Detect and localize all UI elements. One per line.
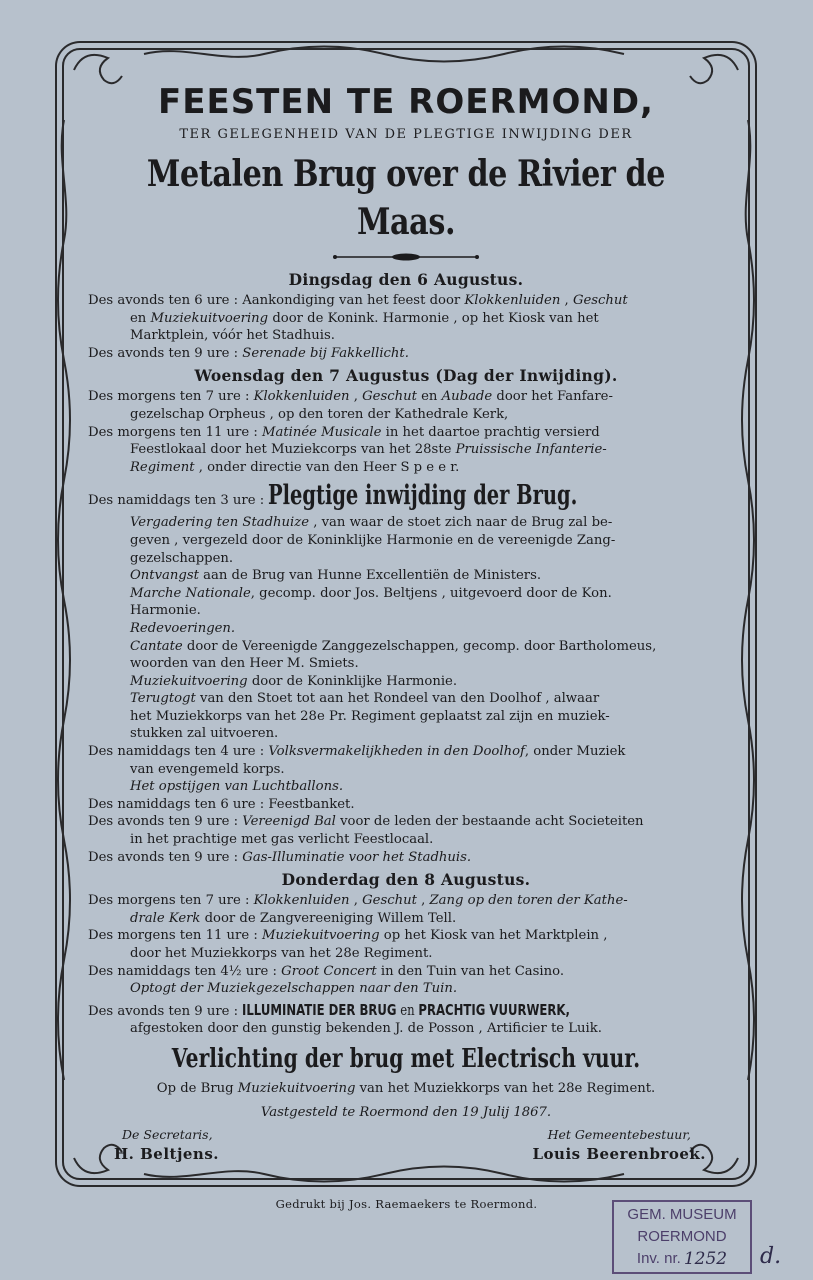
event-line: Des morgens ten 11 ure : Matinée Musicale in het daartoe prachtig versierd: [88, 424, 600, 440]
event-line: Des morgens ten 7 ure : Klokkenluiden , Geschut , Zang op den toren der Kathe-: [88, 893, 628, 909]
event-line: gezelschap Orpheus , op den toren der Kathedrale Kerk,: [130, 406, 509, 422]
illumination-caps: ILLUMINATIE DER BRUG en PRACHTIG VUURWERK,: [242, 1000, 571, 1019]
stamp-line: GEM. MUSEUM: [627, 1206, 737, 1223]
poster-content: [88, 78, 724, 1165]
event-line: en Muziekuitvoering door de Konink. Harmonie , op het Kiosk van het: [130, 310, 599, 326]
decorative-divider: [331, 252, 481, 262]
event-line: Feestlokaal door het Muziekcorps van het 28ste Pruissische Infanterie-: [130, 442, 607, 458]
inventory-suffix: d.: [760, 1244, 782, 1269]
event-line: Des avonds ten 9 ure : Gas-Illuminatie voor het Stadhuis.: [88, 849, 472, 865]
event-line-fireworks: Des avonds ten 9 ure : ILLUMINATIE DER BRUG en PRACHTIG VUURWERK,: [88, 1000, 571, 1019]
event-line: Redevoeringen.: [130, 620, 236, 636]
event-line: Des namiddags ten 4 ure : Volksvermakelijkheden in den Doolhof, onder Muziek: [88, 744, 626, 760]
event-line: Des avonds ten 6 ure : Aankondiging van het feest door Klokkenluiden , Geschut: [88, 293, 628, 308]
event-line: afgestoken door den gunstig bekenden J. de Posson , Artificier te Luik.: [130, 1021, 602, 1037]
event-line: in het prachtige met gas verlicht Feestlocaal.: [130, 832, 434, 848]
event-line: Het opstijgen van Luchtballons.: [130, 779, 344, 795]
dated-line: Vastgesteld te Roermond den 19 Julij 1867.: [260, 1104, 552, 1120]
inauguration-headline: Plegtige inwijding der Brug.: [268, 480, 578, 512]
poster-title: FEESTEN TE ROERMOND,: [158, 82, 654, 122]
day-heading-tuesday: Dingsdag den 6 Augustus.: [288, 270, 524, 289]
event-line: Cantate door de Vereenigde Zanggezelschappen, gecomp. door Bartholomeus,: [130, 638, 657, 654]
event-line: woorden van den Heer M. Smiets.: [130, 656, 359, 672]
event-line: Des namiddags ten 6 ure : Feestbanket.: [88, 796, 355, 812]
event-line: Harmonie.: [130, 603, 201, 619]
event-line-inauguration: Des namiddags ten 3 ure : Plegtige inwijding der Brug.: [88, 480, 578, 512]
electric-light-headline: Verlichting der brug met Electrisch vuur.: [171, 1043, 641, 1074]
event-line: Op de Brug Muziekuitvoering van het Muziekkorps van het 28e Regiment.: [156, 1080, 656, 1096]
day-heading-wednesday: Woensdag den 7 Augustus (Dag der Inwijding).: [194, 366, 618, 386]
event-line: Des avonds ten 9 ure : Serenade bij Fakkellicht.: [88, 345, 409, 361]
inventory-label: Inv. nr.: [636, 1250, 681, 1267]
event-line: Marche Nationale, gecomp. door Jos. Beltjens , uitgevoerd door de Kon.: [130, 585, 612, 601]
museum-stamp: [612, 1200, 752, 1274]
event-line: door het Muziekkorps van het 28e Regiment.: [130, 946, 433, 961]
event-line: Terugtogt van den Stoet tot aan het Rondeel van den Doolhof , alwaar: [130, 691, 600, 707]
event-line: Des morgens ten 7 ure : Klokkenluiden , Geschut en Aubade door het Fanfare-: [88, 389, 613, 405]
event-line: Regiment , onder directie van den Heer S p e e r.: [130, 459, 460, 475]
event-line: Marktplein, vóór het Stadhuis.: [130, 328, 335, 344]
signature-name: Louis Beerenbroek.: [532, 1145, 706, 1164]
event-line: Muziekuitvoering door de Koninklijke Harmonie.: [130, 673, 458, 689]
event-line: Ontvangst aan de Brug van Hunne Excellentiën de Ministers.: [130, 568, 542, 584]
printer-imprint: Gedrukt bij Jos. Raemaekers te Roermond.: [275, 1197, 538, 1211]
event-line: stukken zal uitvoeren.: [130, 726, 279, 742]
signature-role: De Secretaris,: [122, 1127, 213, 1143]
signature-role: Het Gemeentebestuur,: [547, 1127, 691, 1143]
signatures: [88, 1127, 724, 1165]
poster-subtitle: TER GELEGENHEID VAN DE PLEGTIGE INWIJDING DER: [179, 127, 633, 142]
event-line: het Muziekkorps van het 28e Pr. Regiment geplaatst zal zijn en muziek-: [130, 708, 610, 724]
event-line: Des avonds ten 9 ure : Vereenigd Bal voor de leden der bestaande acht Societeiten: [88, 814, 644, 830]
event-line: drale Kerk door de Zangvereeniging Willem Tell.: [130, 910, 457, 926]
stamp-line: ROERMOND: [637, 1228, 727, 1245]
stamp-inventory: [614, 1248, 750, 1270]
event-line: Optogt der Muziekgezelschappen naar den Tuin.: [130, 981, 458, 997]
event-line: geven , vergezeld door de Koninklijke Harmonie en de vereenigde Zang-: [130, 532, 616, 548]
event-line: Des namiddags ten 4½ ure : Groot Concert in den Tuin van het Casino.: [88, 963, 565, 979]
signature-secretary: [114, 1127, 219, 1165]
inventory-number: 1252: [683, 1249, 728, 1269]
day-heading-thursday: Donderdag den 8 Augustus.: [281, 870, 531, 890]
event-line: gezelschappen.: [130, 550, 234, 566]
event-line: Des morgens ten 11 ure : Muziekuitvoering op het Kiosk van het Marktplein ,: [88, 928, 608, 944]
signature-municipality: [533, 1127, 707, 1165]
poster-headline: Metalen Brug over de Rivier de Maas.: [146, 153, 666, 243]
event-line: van evengemeld korps.: [130, 761, 285, 777]
signature-name: H. Beltjens.: [114, 1145, 220, 1164]
event-line: Vergadering ten Stadhuize , van waar de stoet zich naar de Brug zal be-: [130, 515, 613, 531]
